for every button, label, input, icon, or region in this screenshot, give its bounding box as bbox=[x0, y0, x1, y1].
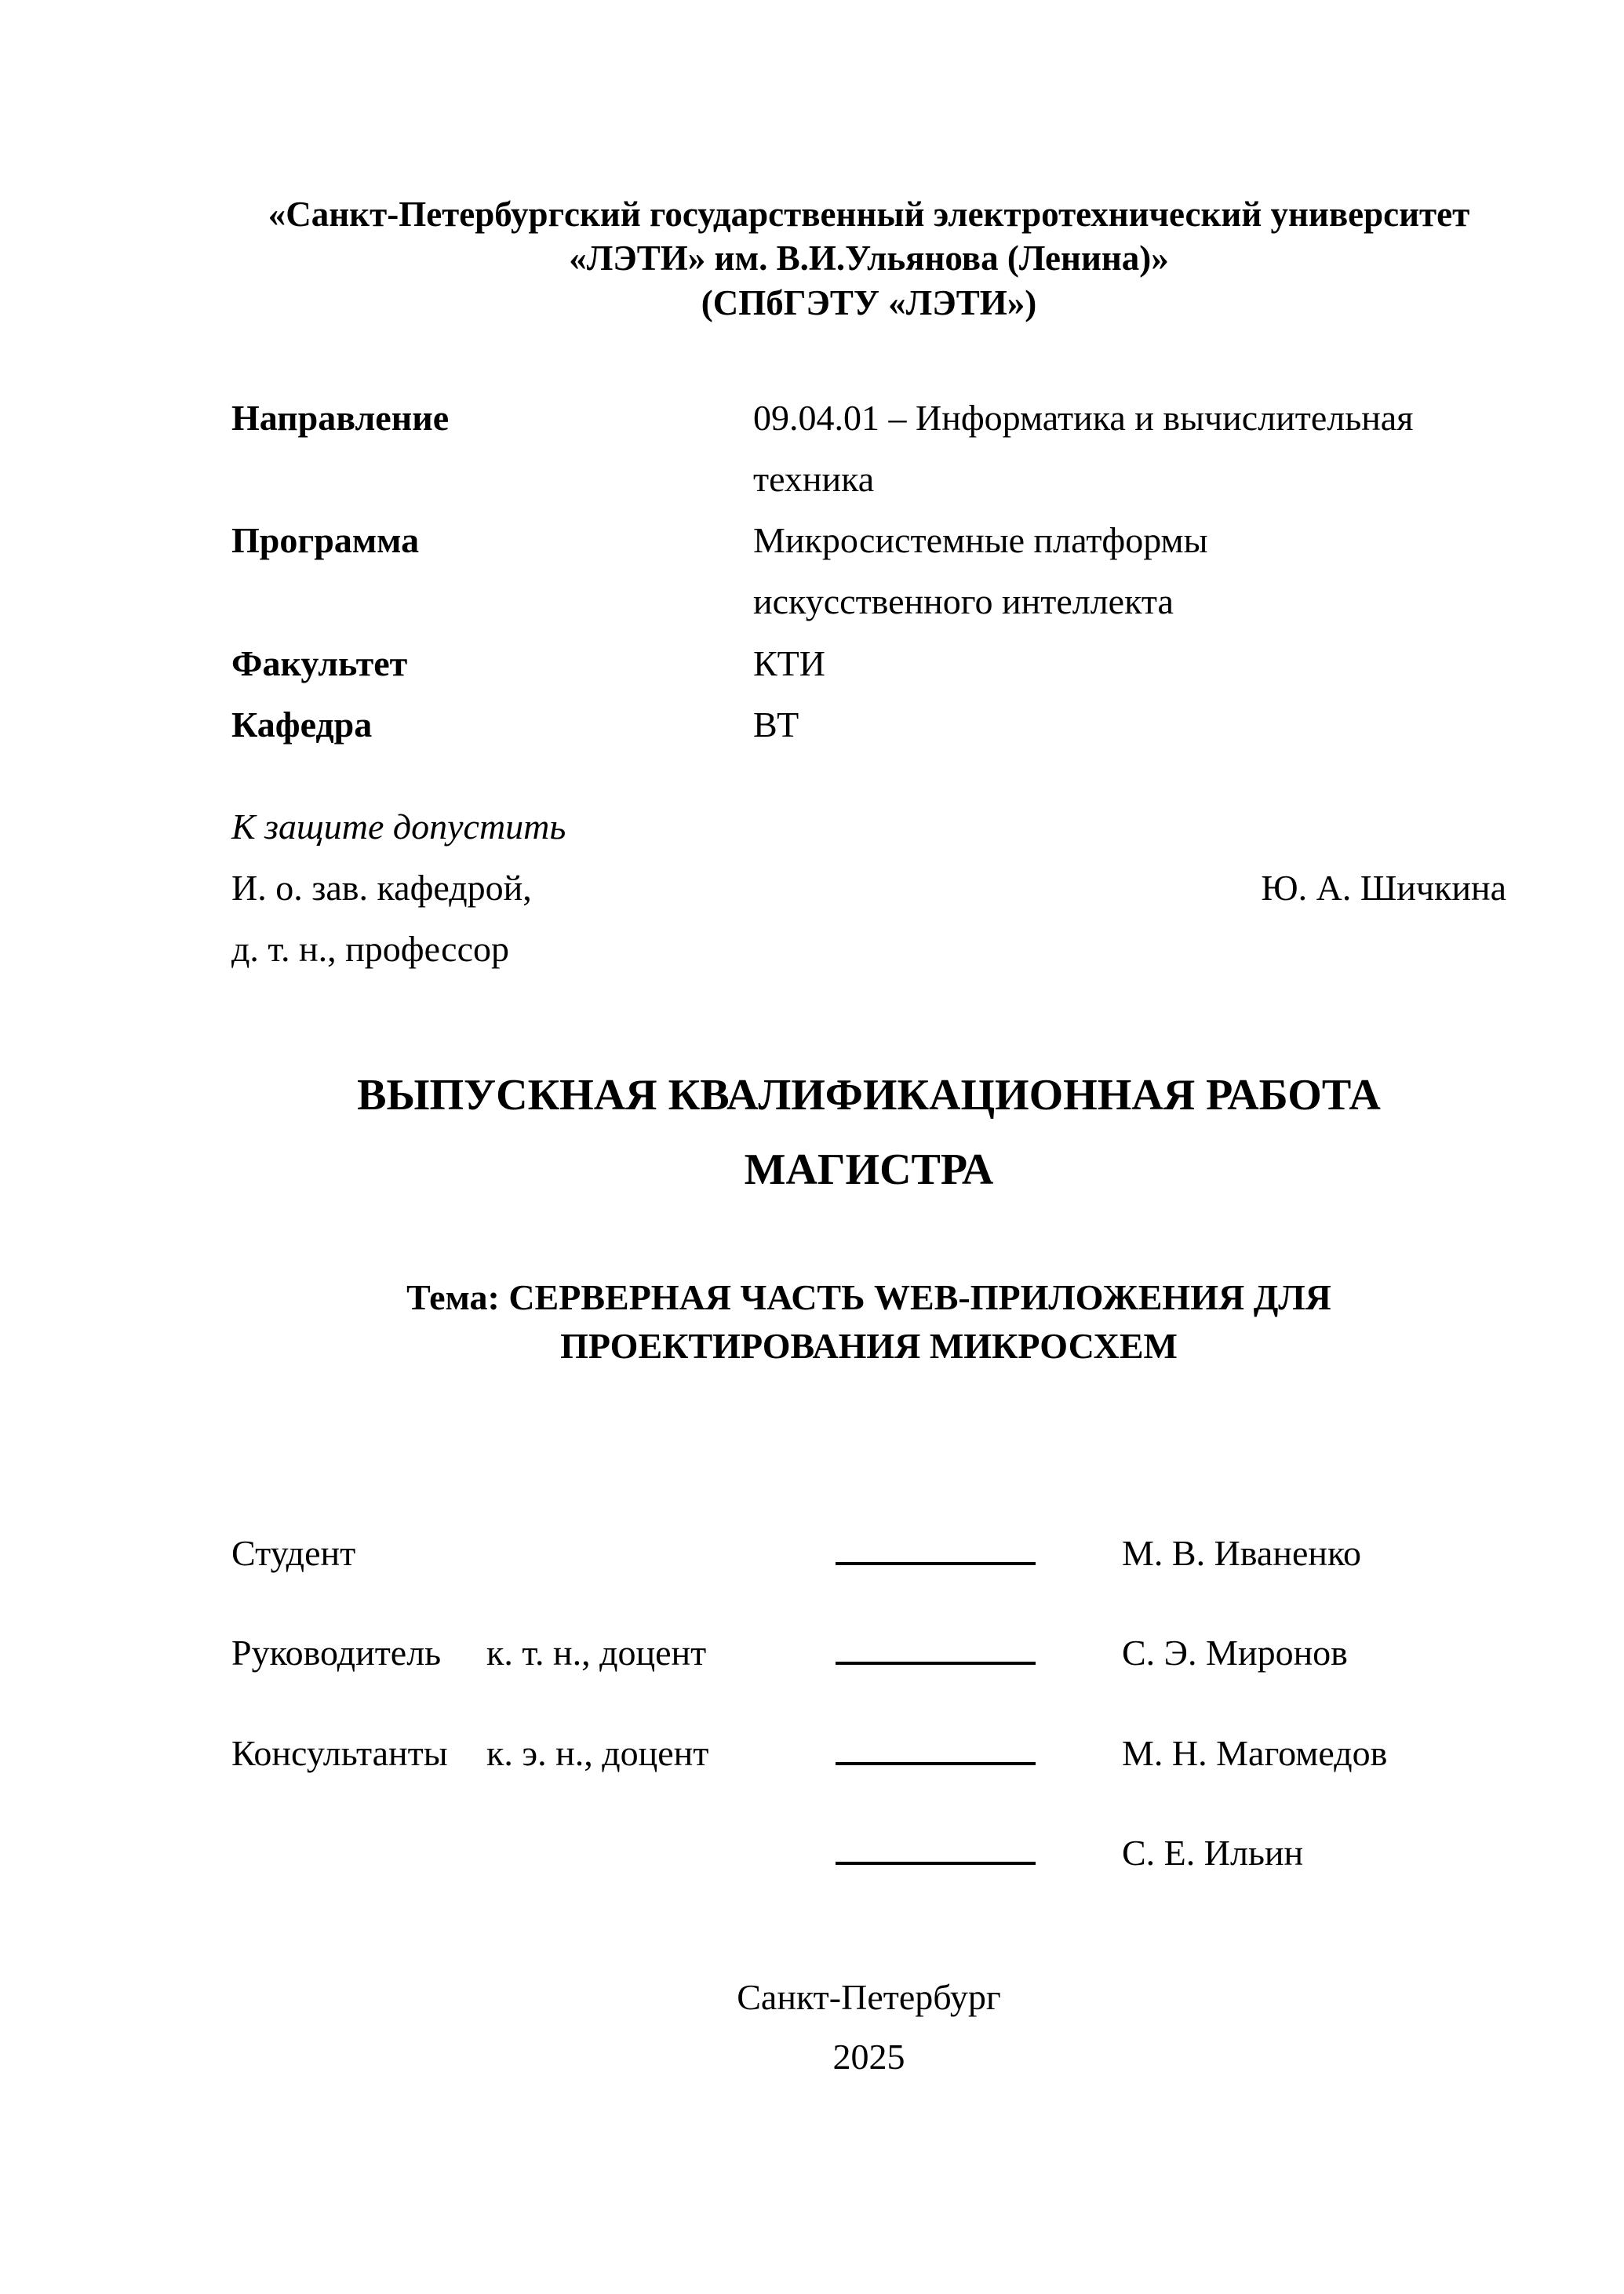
program-value-line1: Микросистемные платформы bbox=[753, 520, 1208, 561]
degree-label: к. э. н., доцент bbox=[486, 1732, 709, 1773]
signature-line bbox=[836, 1627, 1036, 1665]
role-label: Руководитель bbox=[231, 1633, 442, 1673]
degree-label: к. т. н., доцент bbox=[486, 1633, 707, 1673]
university-abbreviation: (СПбГЭТУ «ЛЭТИ») bbox=[701, 282, 1037, 322]
signature-line bbox=[836, 1827, 1036, 1865]
person-name: С. Е. Ильин bbox=[1122, 1832, 1304, 1873]
approver-position-line2: д. т. н., профессор bbox=[231, 929, 509, 970]
approver-position-line1: И. о. зав. кафедрой, bbox=[231, 868, 532, 908]
signature-row-supervisor bbox=[231, 1627, 1506, 1673]
university-name-line1: «Санкт-Петербургский государственный электротехнический университет bbox=[268, 195, 1470, 234]
document-title-line1: ВЫПУСКНАЯ КВАЛИФИКАЦИОННАЯ РАБОТА bbox=[357, 1071, 1381, 1120]
program-label: Программа bbox=[231, 520, 420, 561]
year: 2025 bbox=[832, 2036, 905, 2077]
city: Санкт-Петербург bbox=[737, 1976, 1001, 2017]
thesis-topic-line1: Тема: СЕРВЕРНАЯ ЧАСТЬ WEB-ПРИЛОЖЕНИЯ ДЛЯ bbox=[406, 1276, 1331, 1317]
approval-intro: К защите допустить bbox=[231, 806, 566, 847]
person-name: С. Э. Миронов bbox=[1122, 1633, 1348, 1673]
university-name-line2: «ЛЭТИ» им. В.И.Ульянова (Ленина)» bbox=[569, 239, 1169, 279]
faculty-value bbox=[753, 633, 1506, 694]
document-title bbox=[231, 1058, 1506, 1206]
signature-row-student bbox=[231, 1528, 1506, 1574]
department-value-line1: ВТ bbox=[753, 704, 799, 745]
program-value bbox=[753, 510, 1506, 632]
person-name: М. В. Иваненко bbox=[1122, 1533, 1361, 1574]
program-info-table bbox=[231, 388, 1506, 756]
direction-value bbox=[753, 388, 1506, 510]
role-label: Консультанты bbox=[231, 1732, 448, 1773]
faculty-value-line1: КТИ bbox=[753, 643, 825, 683]
approver-name: Ю. А. Шичкина bbox=[1261, 868, 1506, 908]
role-label: Студент bbox=[231, 1533, 356, 1574]
faculty-label: Факультет bbox=[231, 643, 408, 683]
thesis-topic-line2: ПРОЕКТИРОВАНИЯ МИКРОСХЕМ bbox=[560, 1325, 1178, 1366]
program-value-line2: искусственного интеллекта bbox=[753, 581, 1174, 622]
signature-line bbox=[836, 1528, 1036, 1565]
approval-block bbox=[231, 796, 1506, 981]
signatures-section bbox=[231, 1528, 1506, 1873]
department-label: Кафедра bbox=[231, 704, 373, 745]
person-name: М. Н. Магомедов bbox=[1122, 1732, 1388, 1773]
direction-value-line2: техника bbox=[753, 458, 875, 499]
footer bbox=[231, 1968, 1506, 2087]
department-value bbox=[753, 694, 1506, 756]
university-header bbox=[231, 192, 1506, 325]
signature-row-consultant-2 bbox=[231, 1827, 1506, 1873]
signature-row-consultant-1 bbox=[231, 1727, 1506, 1773]
approval-row bbox=[231, 858, 1506, 919]
thesis-topic bbox=[231, 1273, 1506, 1371]
signature-line bbox=[836, 1727, 1036, 1764]
document-title-line2: МАГИСТРА bbox=[744, 1145, 994, 1194]
direction-label: Направление bbox=[231, 397, 450, 438]
direction-value-line1: 09.04.01 – Информатика и вычислительная bbox=[753, 397, 1414, 438]
